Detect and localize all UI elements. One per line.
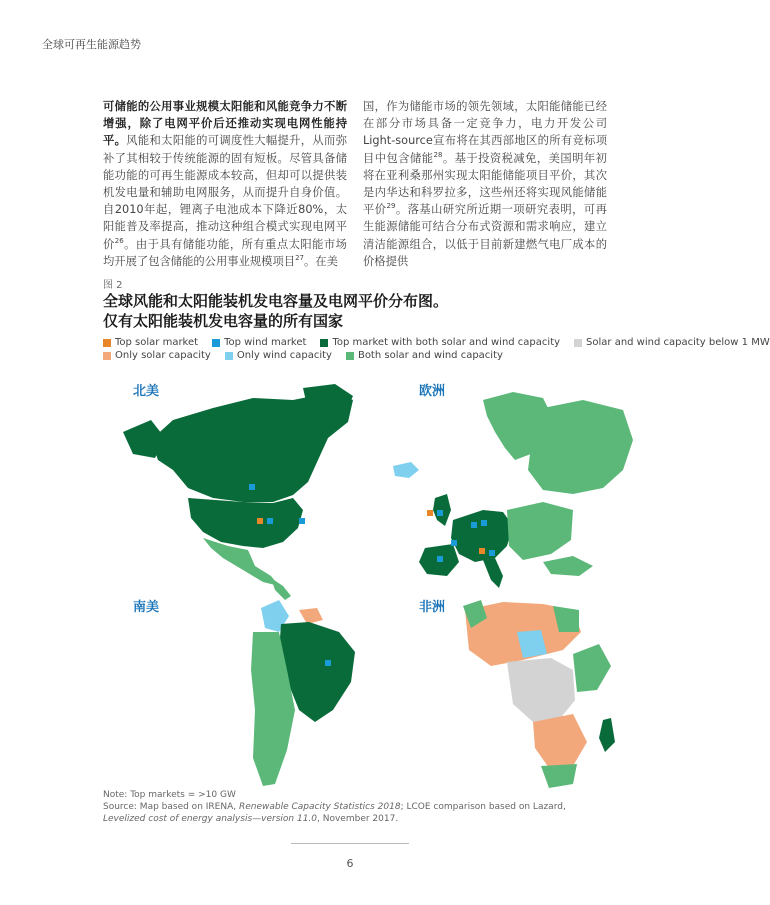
eastern-europe-shape: [507, 502, 573, 560]
russia-shape: [528, 400, 633, 494]
france-wind-marker: [451, 540, 457, 546]
poland-wind-marker: [481, 520, 487, 526]
us-wind-marker-2: [267, 518, 273, 524]
footer-divider: [291, 843, 409, 844]
us-wind-marker: [249, 484, 255, 490]
region-label-north-america: 北美: [133, 384, 160, 399]
running-header: 全球可再生能源趋势: [42, 38, 141, 51]
legend-item: Both solar and wind capacity: [346, 350, 503, 361]
south-america-map: [251, 600, 355, 786]
source-line-2: Levelized cost of energy analysis—version 11.0, November 2017.: [103, 814, 399, 824]
note-line: Note: Top markets = >10 GW: [103, 790, 236, 800]
central-africa-shape: [507, 658, 575, 722]
legend-swatch: [346, 352, 354, 360]
body-column-left: [103, 98, 347, 270]
figure-title-line2: 仅有太阳能装机发电容量的所有国家: [103, 312, 344, 330]
legend-item: Top solar market: [103, 337, 198, 348]
figure-title-line1: 全球风能和太阳能装机发电容量及电网平价分布图。: [103, 292, 449, 310]
figure-title: [103, 291, 448, 331]
paragraph-text: 。在美: [303, 254, 338, 268]
western-europe-shape: [451, 510, 513, 562]
region-label-europe: 欧洲: [419, 384, 446, 399]
body-column-right: [363, 98, 607, 270]
south-africa-shape: [541, 764, 577, 788]
east-africa-shape: [573, 644, 611, 692]
legend-item: Only wind capacity: [225, 350, 332, 361]
legend-row-2: [103, 350, 503, 361]
north-america-map: [123, 384, 353, 600]
paragraph-text: 。基于投资税减免，美国明年初将在亚利桑那州实现太阳能储能项目平价，其次是内华达和科罗拉多，这些州还将实现风能储能平价: [363, 151, 607, 217]
italy-solar-marker: [479, 548, 485, 554]
paragraph-text: 。落基山研究所近期一项研究表明，可再生能源储能可结合分布式资源和需求响应，建立清洁能源组合，以低于目前新建燃气电厂成本的价格提供: [363, 203, 607, 268]
figure-notes: [103, 789, 566, 825]
spain-wind-marker: [437, 556, 443, 562]
canada-wind-marker: [299, 518, 305, 524]
page-number: 6: [346, 857, 354, 870]
turkey-wind-marker: [489, 550, 495, 556]
africa-map: [463, 600, 615, 788]
lead-bold-text: 可储能的公用事业规模太阳能和风能竞争力不断增强，除了电网平价后还推动实现电网性能持平。: [103, 100, 347, 148]
us-solar-marker: [257, 518, 263, 524]
source-line: Source: Map based on IRENA, Renewable Capacity Statistics 2018; LCOE comparison based on Lazard,: [103, 802, 566, 812]
footnote-ref[interactable]: 26: [114, 236, 124, 245]
germany-wind-marker: [471, 522, 477, 528]
europe-map: [393, 392, 633, 588]
world-map: [103, 370, 663, 800]
legend-item: Top market with both solar and wind capacity: [320, 337, 560, 348]
paragraph-text: 国，作为储能市场的领先领域，太阳能储能已经在部分市场具备一定竞争力，电力开发公司Light-source宣布将在其西部地区的所有竞标项目中包含储能: [363, 100, 607, 165]
italy-shape: [483, 558, 503, 588]
uk-solar-marker: [427, 510, 433, 516]
footnote-ref[interactable]: 28: [433, 150, 443, 159]
legend-item: Only solar capacity: [103, 350, 211, 361]
legend-item: Top wind market: [212, 337, 306, 348]
footnote-ref[interactable]: 29: [386, 202, 396, 211]
paragraph-text: 风能和太阳能的可调度性大幅提升，从而弥补了其相较于传统能源的固有短板。尽管具备储能功能的可再生能源成本较高，但却可以提供装机发电量和辅助电网服务，从而提升自身价值。自2010年起，锂离子电池成本下降近80%，太阳能普及率提高，推动这种组合模式实现电网平价: [103, 134, 347, 251]
uk-wind-marker: [437, 510, 443, 516]
map-svg: [103, 370, 663, 800]
legend-swatch: [212, 339, 220, 347]
legend-swatch: [574, 339, 582, 347]
madagascar-shape: [599, 718, 615, 752]
legend-swatch: [225, 352, 233, 360]
paragraph-text: 。由于具有储能功能，所有重点太阳能市场均开展了包含储能的公用事业规模项目: [103, 237, 347, 268]
footnote-ref[interactable]: 27: [295, 254, 304, 263]
central-america-shape: [271, 578, 291, 600]
region-label-africa: 非洲: [419, 600, 446, 615]
legend-item: Solar and wind capacity below 1 MW: [574, 337, 770, 348]
legend-swatch: [103, 352, 111, 360]
legend-swatch: [103, 339, 111, 347]
iceland-shape: [393, 462, 419, 478]
southern-africa-shape: [533, 714, 587, 768]
figure-label: 图 2: [103, 280, 123, 291]
legend-swatch: [320, 339, 328, 347]
legend-row-1: [103, 337, 770, 348]
region-label-south-america: 南美: [133, 600, 160, 615]
guianas-shape: [299, 608, 323, 624]
brazil-wind-marker: [325, 660, 331, 666]
turkey-shape: [543, 556, 593, 576]
